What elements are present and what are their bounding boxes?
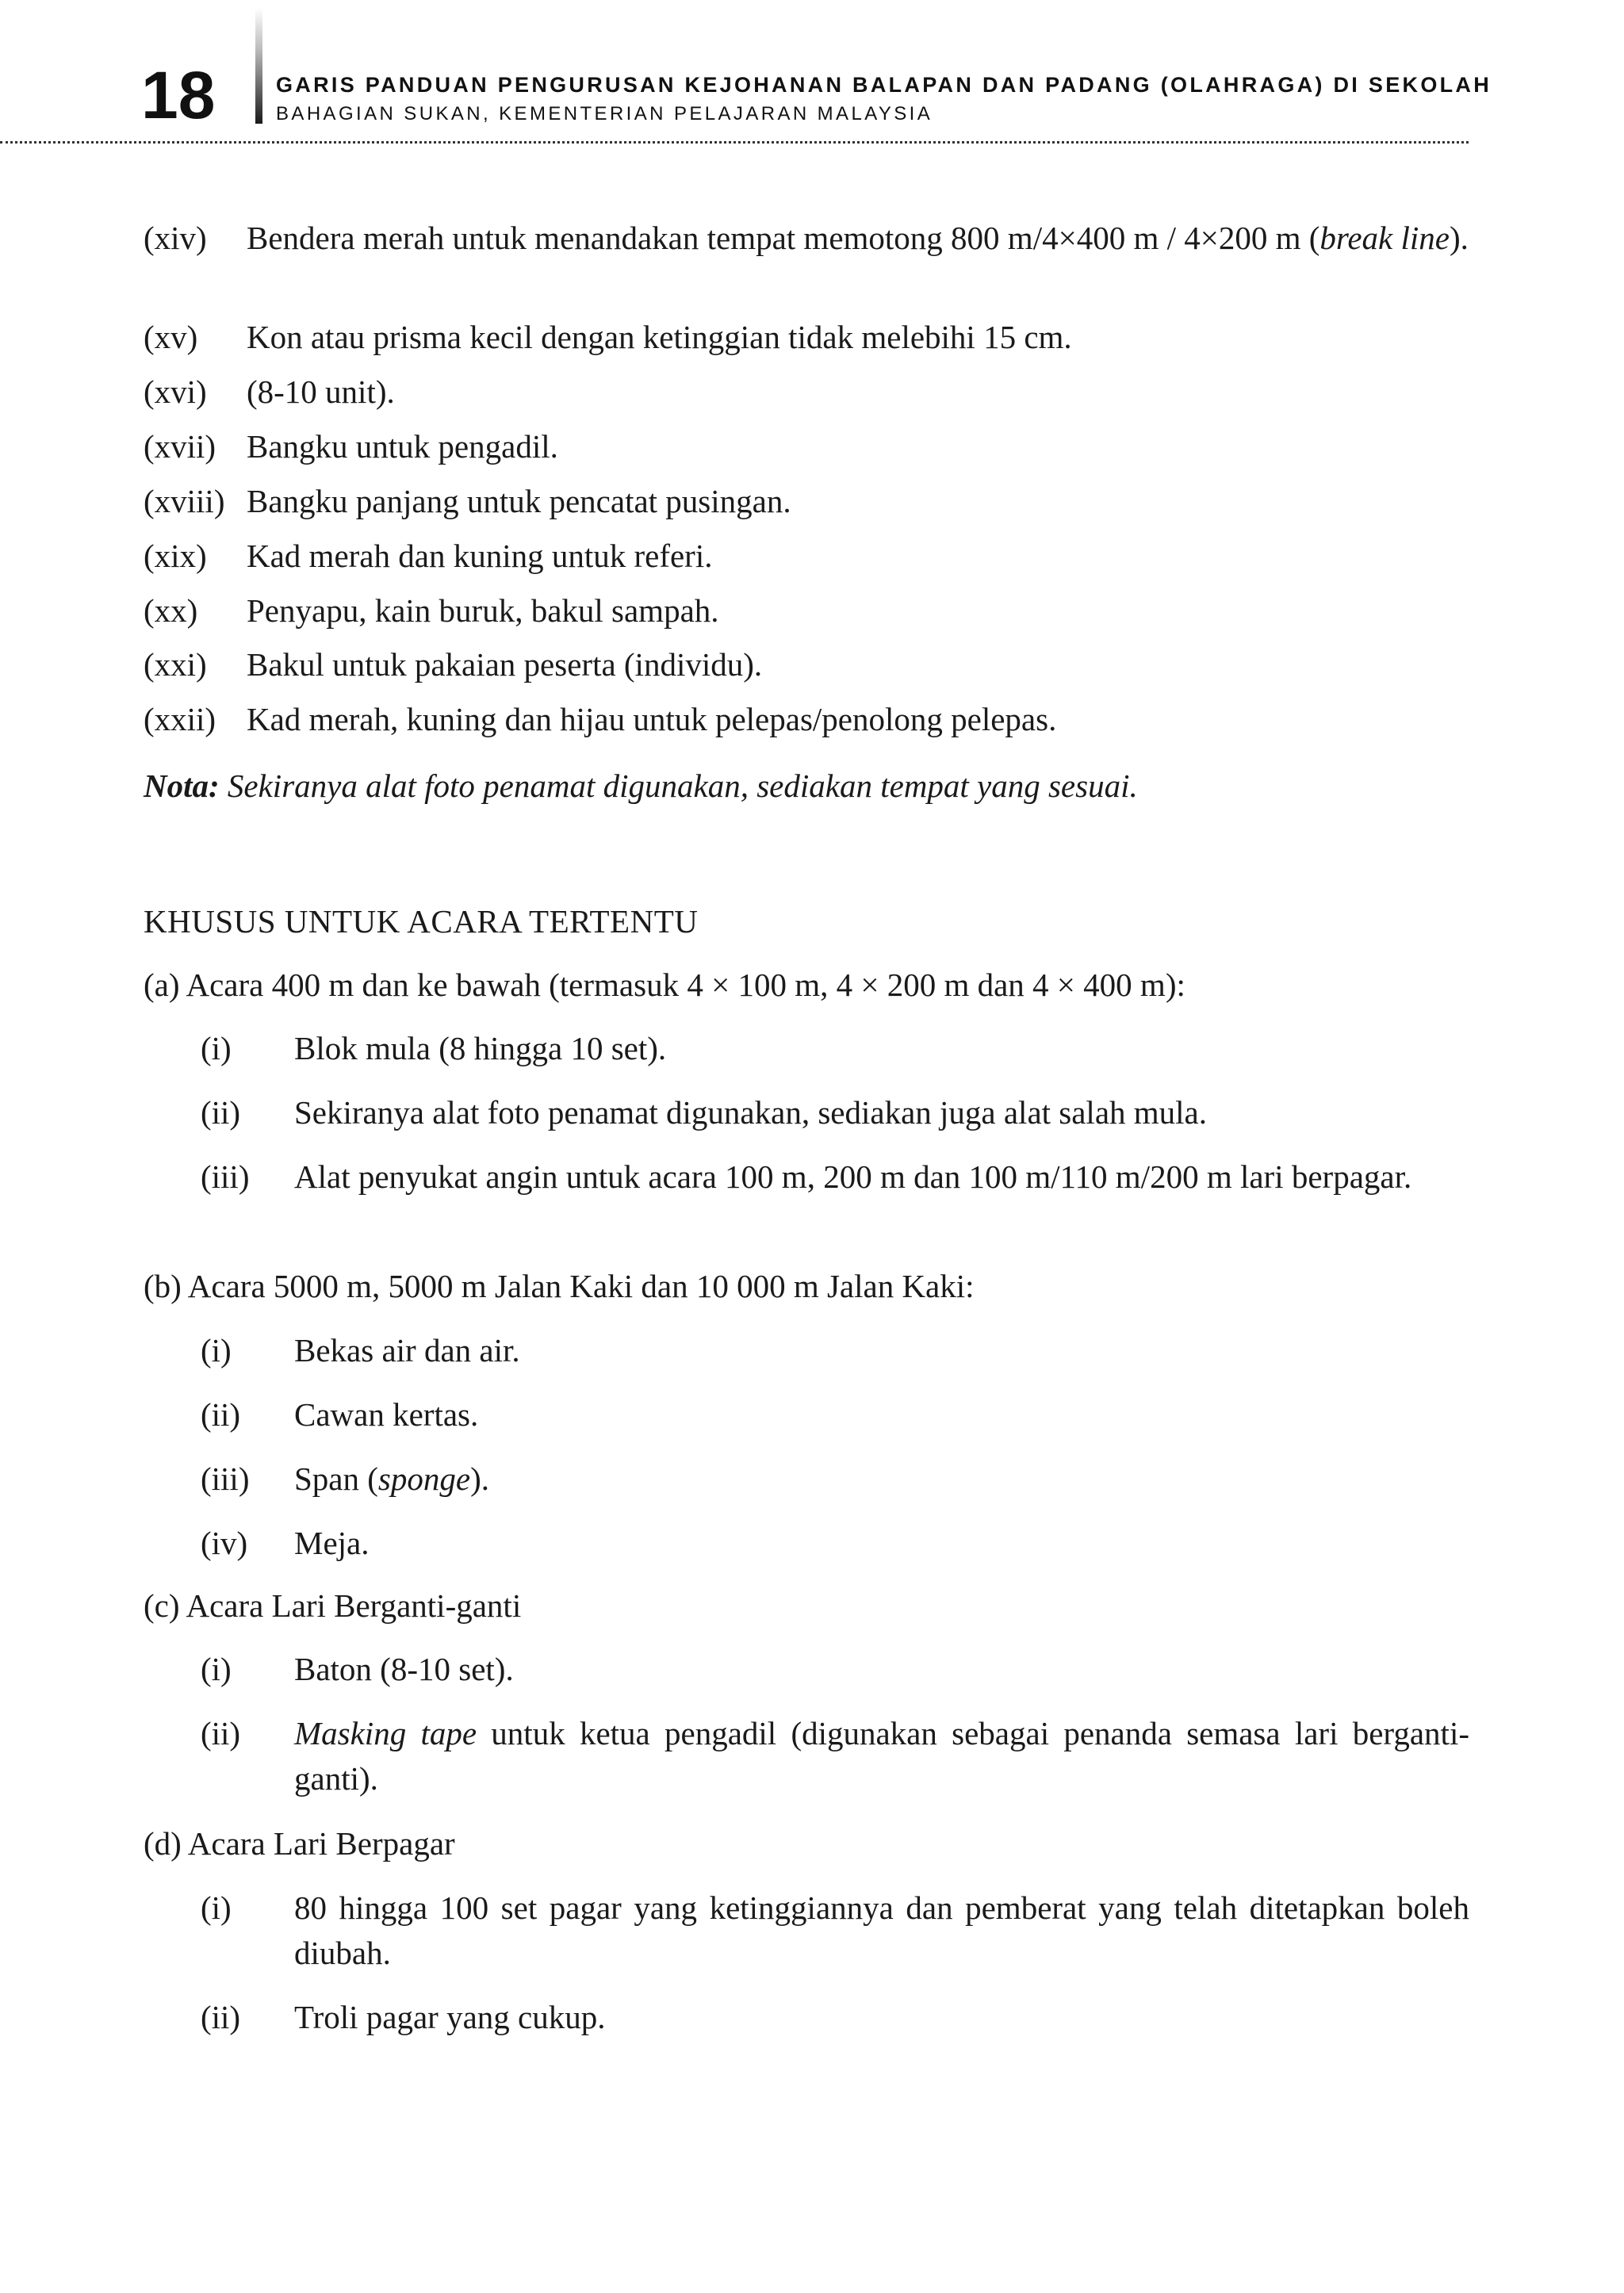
list-item-text: Kad merah, kuning dan hijau untuk pelepas/penolong pelepas. bbox=[247, 701, 1057, 737]
event-item-number: (i) bbox=[201, 1030, 232, 1066]
event-item-number: (ii) bbox=[201, 1094, 241, 1131]
event-item-text: Alat penyukat angin untuk acara 100 m, 200 m dan 100 m/110 m/200 m lari berpagar. bbox=[294, 1158, 1412, 1195]
event-item-number: (i) bbox=[201, 1889, 232, 1926]
list-item-text: Bangku panjang untuk pencatat pusingan. bbox=[247, 483, 791, 519]
header-dotted-rule bbox=[0, 141, 1469, 144]
event-item-text: Baton (8-10 set). bbox=[294, 1651, 514, 1687]
event-item-text: Cawan kertas. bbox=[294, 1396, 479, 1433]
event-item-text: Span (sponge). bbox=[294, 1460, 489, 1497]
list-item-number: (xxii) bbox=[144, 701, 216, 737]
event-item-text: Sekiranya alat foto penamat digunakan, sediakan juga alat salah mula. bbox=[294, 1094, 1208, 1131]
list-item-number: (xix) bbox=[144, 538, 207, 574]
header-title: GARIS PANDUAN PENGURUSAN KEJOHANAN BALAPAN DAN PADANG (OLAHRAGA) DI SEKOLAH bbox=[276, 73, 1492, 97]
section-heading: KHUSUS UNTUK ACARA TERTENTU bbox=[144, 903, 699, 940]
list-item-text: Kad merah dan kuning untuk referi. bbox=[247, 538, 713, 574]
note bbox=[144, 764, 1138, 809]
list-item-text: (8-10 unit). bbox=[247, 373, 395, 410]
event-item-number: (iv) bbox=[201, 1525, 248, 1561]
list-item-text: Bakul untuk pakaian peserta (individu). bbox=[247, 646, 763, 683]
event-heading: (d) Acara Lari Berpagar bbox=[144, 1825, 455, 1862]
note-label: Nota: bbox=[144, 768, 220, 804]
event-item-number: (i) bbox=[201, 1651, 232, 1687]
header-subtitle: BAHAGIAN SUKAN, KEMENTERIAN PELAJARAN MALAYSIA bbox=[276, 103, 933, 124]
event-item-text: Troli pagar yang cukup. bbox=[294, 1999, 606, 2035]
event-item-text: 80 hingga 100 set pagar yang ketinggiannya dan pemberat yang telah ditetapkan boleh diubah. bbox=[294, 1889, 1469, 1971]
list-item-text: Penyapu, kain buruk, bakul sampah. bbox=[247, 592, 719, 629]
event-heading: (c) Acara Lari Berganti-ganti bbox=[144, 1587, 522, 1624]
note-text: Sekiranya alat foto penamat digunakan, sediakan tempat yang sesuai. bbox=[219, 768, 1138, 804]
event-item-text: Blok mula (8 hingga 10 set). bbox=[294, 1030, 667, 1066]
list-item-number: (xiv) bbox=[144, 220, 207, 256]
event-item-number: (ii) bbox=[201, 1999, 241, 2035]
event-item-number: (iii) bbox=[201, 1158, 250, 1195]
event-item-text: Bekas air dan air. bbox=[294, 1332, 520, 1369]
page-number: 18 bbox=[141, 58, 216, 132]
list-item-number: (xvii) bbox=[144, 428, 216, 465]
event-item-number: (iii) bbox=[201, 1460, 250, 1497]
list-item-text: Bangku untuk pengadil. bbox=[247, 428, 558, 465]
header-divider-bar bbox=[255, 8, 262, 124]
event-item-number: (ii) bbox=[201, 1715, 241, 1751]
list-item-number: (xx) bbox=[144, 592, 198, 629]
event-item-text: Meja. bbox=[294, 1525, 370, 1561]
list-item-number: (xviii) bbox=[144, 483, 225, 519]
event-heading: (a) Acara 400 m dan ke bawah (termasuk 4 × 100 m, 4 × 200 m dan 4 × 400 m): bbox=[144, 967, 1185, 1003]
event-heading: (b) Acara 5000 m, 5000 m Jalan Kaki dan 10 000 m Jalan Kaki: bbox=[144, 1268, 975, 1304]
event-item-text: Masking tape untuk ketua pengadil (digunakan sebagai penanda semasa lari berganti-ganti). bbox=[294, 1715, 1469, 1797]
list-item-number: (xvi) bbox=[144, 373, 207, 410]
list-item-number: (xv) bbox=[144, 319, 198, 355]
event-item-number: (ii) bbox=[201, 1396, 241, 1433]
list-item-text: Kon atau prisma kecil dengan ketinggian tidak melebihi 15 cm. bbox=[247, 319, 1072, 355]
list-item-number: (xxi) bbox=[144, 646, 207, 683]
event-item-number: (i) bbox=[201, 1332, 232, 1369]
list-item-text: Bendera merah untuk menandakan tempat memotong 800 m/4×400 m / 4×200 m (break line). bbox=[247, 220, 1469, 256]
